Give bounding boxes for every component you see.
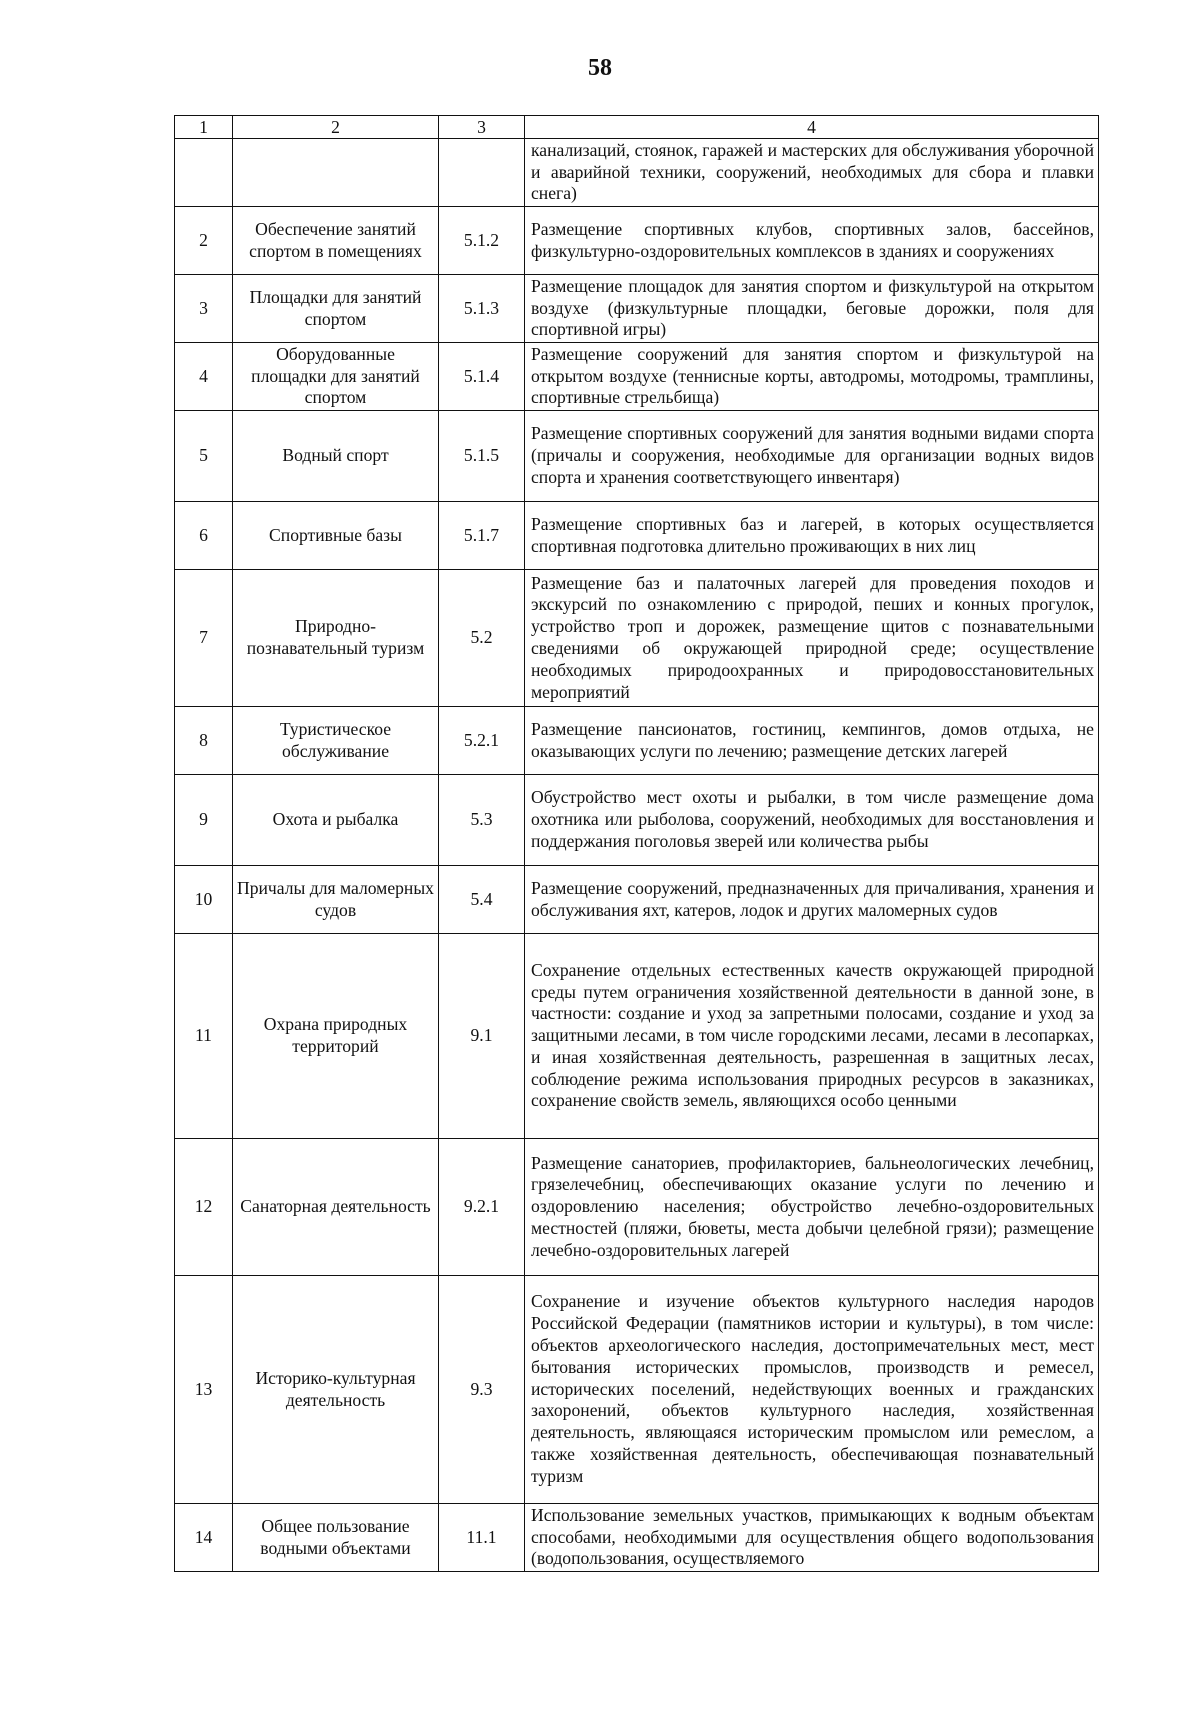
land-use-code: 5.1.4 bbox=[439, 343, 525, 411]
table-row bbox=[175, 1139, 1099, 1276]
row-number: 7 bbox=[175, 570, 233, 707]
land-use-description: Размещение сооружений, предназначенных для причаливания, хранения и обслуживания яхт, катеров, лодок и других маломерных судов bbox=[525, 866, 1099, 934]
row-number: 5 bbox=[175, 411, 233, 502]
land-use-name bbox=[233, 139, 439, 207]
land-use-name: Общее пользование водными объектами bbox=[233, 1504, 439, 1572]
row-number bbox=[175, 139, 233, 207]
land-use-description: Использование земельных участков, примыкающих к водным объектам способами, необходимыми для осуществления общего водопользования (водопользования, осуществляемого bbox=[525, 1504, 1099, 1572]
land-use-description: Размещение санаториев, профилакториев, бальнеологических лечебниц, грязелечебниц, обеспечивающих оказание услуги по лечению и оздоровлению населения; обустройство лечебно-оздоровительных местностей (пляжи, бюветы, места добычи целебной грязи); размещение лечебно-оздоровительных лагерей bbox=[525, 1139, 1099, 1276]
table-header-row bbox=[175, 116, 1099, 139]
table-row bbox=[175, 139, 1099, 207]
land-use-description: Размещение сооружений для занятия спортом и физкультурой на открытом воздухе (теннисные корты, автодромы, мотодромы, трамплины, спортивные стрельбища) bbox=[525, 343, 1099, 411]
table-row bbox=[175, 411, 1099, 502]
land-use-name: Причалы для маломерных судов bbox=[233, 866, 439, 934]
table-row bbox=[175, 275, 1099, 343]
land-use-description: канализаций, стоянок, гаражей и мастерских для обслуживания уборочной и аварийной техники, сооружений, необходимых для сбора и плавки снега) bbox=[525, 139, 1099, 207]
header-col-4: 4 bbox=[525, 116, 1099, 139]
land-use-description: Сохранение отдельных естественных качеств окружающей природной среды путем ограничения хозяйственной деятельности в данной зоне, в частности: создание и уход за запретными полосами, создание и уход за защитными лесами, в том числе городскими лесами, лесами в лесопарках, и иная хозяйственная деятельность, разрешенная в защитных лесах, соблюдение режима использования природных ресурсов в заказниках, сохранение свойств земель, являющихся особо ценными bbox=[525, 934, 1099, 1139]
land-use-name: Площадки для занятий спортом bbox=[233, 275, 439, 343]
header-col-1: 1 bbox=[175, 116, 233, 139]
land-use-description: Размещение спортивных клубов, спортивных залов, бассейнов, физкультурно-оздоровительных комплексов в зданиях и сооружениях bbox=[525, 207, 1099, 275]
row-number: 8 bbox=[175, 707, 233, 775]
land-use-name: Охота и рыбалка bbox=[233, 775, 439, 866]
land-use-name: Санаторная деятельность bbox=[233, 1139, 439, 1276]
land-use-code: 5.2 bbox=[439, 570, 525, 707]
row-number: 9 bbox=[175, 775, 233, 866]
land-use-name: Обеспечение занятий спортом в помещениях bbox=[233, 207, 439, 275]
land-use-name: Оборудованные площадки для занятий спортом bbox=[233, 343, 439, 411]
land-use-description: Сохранение и изучение объектов культурного наследия народов Российской Федерации (памятников истории и культуры), в том числе: объектов археологического наследия, достопримечательных мест, мест бытования исторических промыслов, производств и ремесел, исторических поселений, недействующих военных и гражданских захоронений, объектов культурного наследия, хозяйственная деятельность, являющаяся историческим промыслом или ремеслом, а также хозяйственная деятельность, обеспечивающая познавательный туризм bbox=[525, 1276, 1099, 1504]
land-use-name: Историко-культурная деятельность bbox=[233, 1276, 439, 1504]
land-use-code bbox=[439, 139, 525, 207]
land-use-description: Размещение площадок для занятия спортом и физкультурой на открытом воздухе (физкультурные площадки, беговые дорожки, поля для спортивной игры) bbox=[525, 275, 1099, 343]
land-use-code: 9.3 bbox=[439, 1276, 525, 1504]
land-use-description: Обустройство мест охоты и рыбалки, в том числе размещение дома охотника или рыболова, сооружений, необходимых для восстановления и поддержания поголовья зверей или количества рыбы bbox=[525, 775, 1099, 866]
row-number: 3 bbox=[175, 275, 233, 343]
land-use-code: 5.2.1 bbox=[439, 707, 525, 775]
row-number: 10 bbox=[175, 866, 233, 934]
page-number: 58 bbox=[588, 55, 612, 81]
land-use-code: 5.3 bbox=[439, 775, 525, 866]
table-row bbox=[175, 934, 1099, 1139]
table-row bbox=[175, 570, 1099, 707]
table-row bbox=[175, 502, 1099, 570]
land-use-code: 11.1 bbox=[439, 1504, 525, 1572]
land-use-table bbox=[174, 115, 1099, 1572]
land-use-code: 5.1.7 bbox=[439, 502, 525, 570]
row-number: 11 bbox=[175, 934, 233, 1139]
row-number: 14 bbox=[175, 1504, 233, 1572]
land-use-code: 9.1 bbox=[439, 934, 525, 1139]
land-use-description: Размещение спортивных баз и лагерей, в которых осуществляется спортивная подготовка длительно проживающих в них лиц bbox=[525, 502, 1099, 570]
land-use-name: Туристическое обслуживание bbox=[233, 707, 439, 775]
land-use-name: Водный спорт bbox=[233, 411, 439, 502]
land-use-code: 9.2.1 bbox=[439, 1139, 525, 1276]
row-number: 12 bbox=[175, 1139, 233, 1276]
table-row bbox=[175, 343, 1099, 411]
header-col-3: 3 bbox=[439, 116, 525, 139]
table-row bbox=[175, 207, 1099, 275]
land-use-name: Охрана природных территорий bbox=[233, 934, 439, 1139]
table-row bbox=[175, 775, 1099, 866]
row-number: 6 bbox=[175, 502, 233, 570]
row-number: 2 bbox=[175, 207, 233, 275]
table-row bbox=[175, 707, 1099, 775]
header-col-2: 2 bbox=[233, 116, 439, 139]
land-use-code: 5.4 bbox=[439, 866, 525, 934]
table-row bbox=[175, 866, 1099, 934]
land-use-name: Спортивные базы bbox=[233, 502, 439, 570]
land-use-code: 5.1.5 bbox=[439, 411, 525, 502]
land-use-name: Природно-познавательный туризм bbox=[233, 570, 439, 707]
land-use-description: Размещение спортивных сооружений для занятия водными видами спорта (причалы и сооружения, необходимые для организации водных видов спорта и хранения соответствующего инвентаря) bbox=[525, 411, 1099, 502]
row-number: 13 bbox=[175, 1276, 233, 1504]
row-number: 4 bbox=[175, 343, 233, 411]
table-row bbox=[175, 1276, 1099, 1504]
land-use-description: Размещение пансионатов, гостиниц, кемпингов, домов отдыха, не оказывающих услуги по лечению; размещение детских лагерей bbox=[525, 707, 1099, 775]
land-use-description: Размещение баз и палаточных лагерей для проведения походов и экскурсий по ознакомлению с природой, пеших и конных прогулок, устройство троп и дорожек, размещение щитов с познавательными сведениями об окружающей природной среде; осуществление необходимых природоохранных и природовосстановительных мероприятий bbox=[525, 570, 1099, 707]
land-use-code: 5.1.3 bbox=[439, 275, 525, 343]
table-row bbox=[175, 1504, 1099, 1572]
land-use-code: 5.1.2 bbox=[439, 207, 525, 275]
